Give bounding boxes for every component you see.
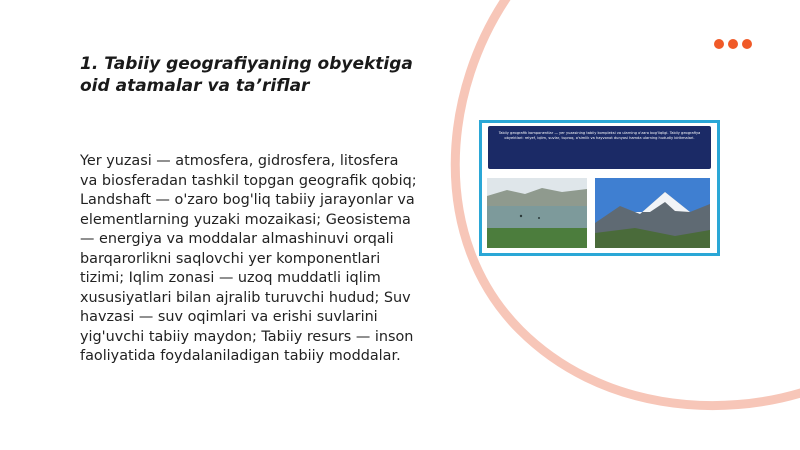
slide-title: 1. Tabiiy geografiyaning obyektiga oid atamalar va ta’riflar bbox=[80, 54, 413, 96]
dot bbox=[714, 39, 724, 49]
dot bbox=[728, 39, 738, 49]
more-dots-icon bbox=[714, 39, 752, 49]
dot bbox=[742, 39, 752, 49]
figure-inner bbox=[482, 123, 717, 253]
slide-figure bbox=[479, 120, 720, 256]
mountain-photo bbox=[595, 178, 710, 248]
slide-body-text: Yer yuzasi — atmosfera, gidrosfera, litosfera va biosferadan tashkil topgan geografik qobiq; Landshaft — o'zaro bog'liq tabiiy jarayonlar va elementlarning yuzaki mozaikasi; Geosistema — energiya va moddalar almashinuvi orqali barqarorlikni saqlovchi yer komponentlari tizimi; Iqlim zonasi — uzoq muddatli iqlim xususiyatlari bilan ajralib turuvchi hudud; Suv havzasi — suv oqimlari va erishi suvlarini yig'uvchi tabiiy maydon; Tabiiy resurs — inson faoliyatida foydalaniladigan tabiiy moddalar. bbox=[80, 153, 417, 364]
figure-caption-box bbox=[488, 126, 711, 169]
lake-photo bbox=[487, 178, 587, 248]
figure-caption: Tabiiy geografik komponentlar — yer yuzasining tabiiy kompleksi va ularning o'zaro bog'liqligi. Tabiiy geografiya obyektlari: relyef, iqlim, suvlar, tuproq, o'simlik va hayvonot dunyosi hamda ularning hududiy birikmalari. bbox=[498, 131, 701, 140]
